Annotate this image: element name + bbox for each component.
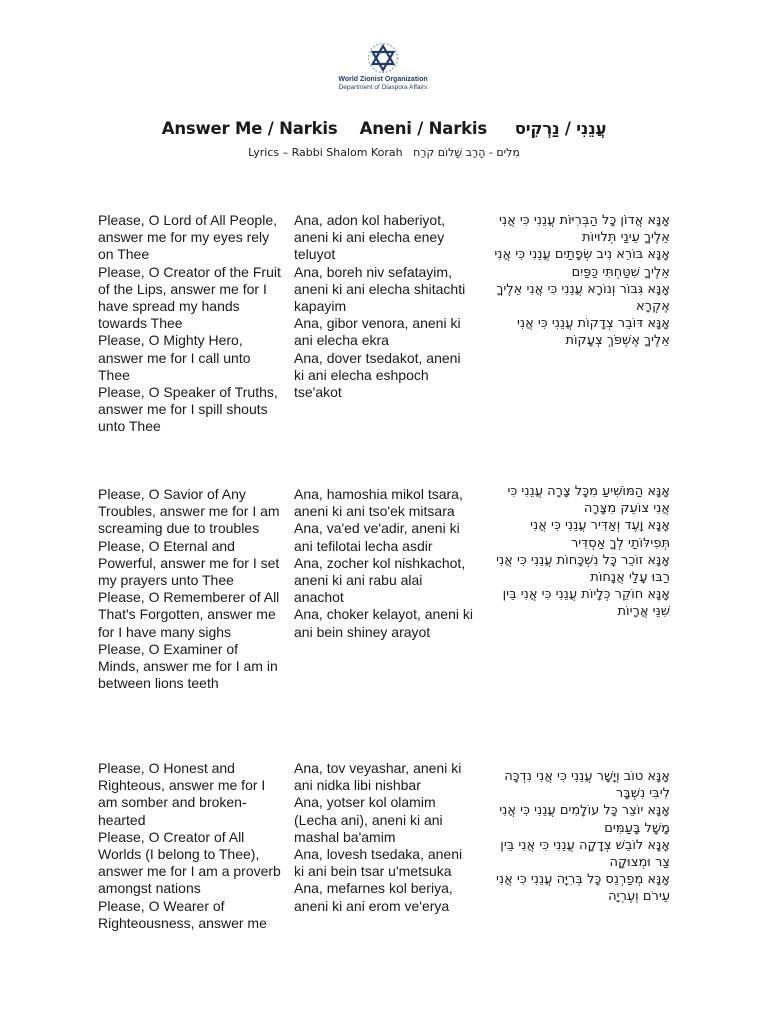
stanza-3-hebrew: אָנָּא טוֹב וְיָשָׁר עֲנֵנִי כִּי אֲנִי נִדְכָּה לִיבִּי נִשְׁבָּר אָנָּא יוֹצֵר כָּל עוֹלָמִים עֲנֵנִי כִּי אֲנִי מָשָׁל בָּעַמִּים אָנָּא לוֹבֵשׁ צְדָקָה עֲנֵנִי כִּי אֲנִי בֵּין צַר וּמְצוּקָה אָנָּא מְפַרְנֵס כָּל בְּרִיָּה עֲנֵנִי כִּי אֲנִי עֵירֹם וְעֶרְיָה <box>496 769 670 905</box>
stanza-2-english: Please, O Savior of Any Troubles, answer me for I am screaming due to troubles Please, O Eternal and Powerful, answer me for I set my prayers unto Thee Please, O Rememberer of All That's Forgotten, answer me for I have many sighs Please, O Examiner of Minds, answer me for I am in between lions teeth <box>98 486 280 692</box>
stanza-3-english: Please, O Honest and Righteous, answer me for I am somber and broken-hearted Please, O Creator of All Worlds (I belong to Thee), answer me for I am a proverb amongst nations Please, O Wearer of Righteousness, answer me <box>98 760 281 931</box>
stanza-2-transliteration: Ana, hamoshia mikol tsara, aneni ki ani tso'ek mitsara Ana, va'ed ve'adir, aneni ki ani tefilotai lecha asdir Ana, zocher kol nishkachot, aneni ki ani rabu alai anachot Ana, choker kelayot, aneni ki ani bein shiney arayot <box>294 486 473 640</box>
organization-department: Department of Diaspora Affairs <box>338 84 428 91</box>
stanza-1-transliteration: Ana, adon kol haberiyot, aneni ki ani elecha eney teluyot Ana, boreh niv sefatayim, aneni ki ani elecha shitachti kapayim Ana, gibor venora, aneni ki ani elecha ekra Ana, dover tsedakot, aneni ki ani elecha eshpoch tse'akot <box>294 212 466 401</box>
stanza-2-hebrew: אָנָּא הַמּוֹשִׁיעַ מִכָּל צָרָה עֲנֵנִי כִּי אֲנִי צוֹעֵק מִצָּרָה אָנָּא וָעֶד וְאַדִּיר עֲנֵנִי כִּי אֲנִי תְּפִילּוֹתַי לְךָ אַסְדִּיר אָנָּא זוֹכֵר כָּל נִשְׁכָּחוֹת עֲנֵנִי כִּי אֲנִי רַבּוּ עָלַי אֲנָחוֹת אָנָּא חוֹקֵר כְּלָיוֹת עֲנֵנִי כִּי אֲנִי בֵּין שִׁנֵּי אֲרָיוֹת <box>496 484 670 620</box>
star-of-david-logo-icon <box>367 42 399 74</box>
organization-name: World Zionist Organization <box>338 76 428 83</box>
lyrics-credit: Lyrics – Rabbi Shalom Korah מִלִים - הָרַב שָׁלוֹם קֹרַח <box>248 146 520 159</box>
stanza-1-english: Please, O Lord of All People, answer me for my eyes rely on Thee Please, O Creator of the Fruit of the Lips, answer me for I have spread my hands towards Thee Please, O Mighty Hero, answer me for I call unto Thee Please, O Speaker of Truths, answer me for I spill shouts unto Thee <box>98 212 281 435</box>
stanza-1-hebrew: אָנָּא אֲדוֹן כָּל הַבְּרִיּוֹת עֲנֵנִי כִּי אֲנִי אֵלֶיךָ עֵינַי תְּלוּיוֹת אָנָּא בּוֹרֵא נִיב שְׂפָתַיִם עֲנֵנִי כִּי אֲנִי אֵלֶיךָ שִׁטַּחְתִּי כַּפַּיִם אָנָּא גִּבּוֹר וְנוֹרָא עֲנֵנִי כִּי אֲנִי אֵלֶיךָ אֶקְרָא אָנָּא דּוֹבֵר צְדָקוֹת עֲנֵנִי כִּי אֲנִי אֵלֶיךָ אֶשְׁפֹּךְ צְעָקוֹת <box>494 213 670 349</box>
stanza-3-transliteration: Ana, tov veyashar, aneni ki ani nidka libi nishbar Ana, yotser kol olamim (Lecha ani), aneni ki ani mashal ba'amim Ana, lovesh tsedaka, aneni ki ani bein tsar u'metsuka Ana, mefarnes kol beriya, aneni ki ani erom ve'erya <box>294 760 463 914</box>
song-title: Answer Me / Narkis Aneni / Narkis עֲנֵנִי / נַרְקִיס <box>161 119 607 138</box>
organization-logo <box>318 42 448 92</box>
